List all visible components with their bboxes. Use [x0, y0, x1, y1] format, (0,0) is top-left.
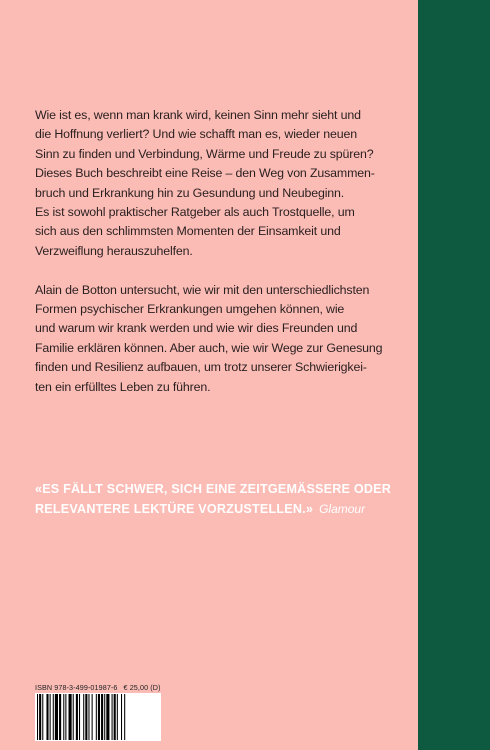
text-line: Wie ist es, wenn man krank wird, keinen Sinn mehr sieht und [35, 108, 361, 122]
barcode-bar [114, 694, 116, 740]
barcode-bar [46, 694, 48, 740]
barcode-bar [73, 694, 74, 740]
blurb-paragraph-2 [35, 281, 383, 397]
barcode-bar [104, 694, 105, 740]
quote-line [35, 500, 405, 520]
blurb-text [35, 106, 383, 397]
barcode-bar [124, 694, 125, 740]
text-line: Dieses Buch beschreibt eine Reise – den Weg von Zusammen- [35, 166, 375, 181]
text-line: Alain de Botton untersucht, wie wir mit den unterschiedlichsten [35, 282, 370, 297]
text-line: bruch und Erkrankung hin zu Gesundung und Neubeginn. [35, 185, 345, 200]
text-line: die Hoffnung verliert? Und wie schafft man es, wieder neuen [35, 127, 357, 142]
isbn-number: ISBN 978-3-499-01987-6 [35, 683, 118, 692]
barcode-bar [79, 694, 80, 740]
barcode-bar [83, 694, 84, 740]
barcode-bar [42, 694, 43, 740]
press-quote [35, 480, 405, 519]
barcode-bar [76, 694, 78, 740]
barcode-bar [69, 694, 72, 740]
barcode-bar [92, 694, 93, 740]
green-spine-band [418, 0, 490, 750]
text-line: ten ein erfülltes Leben zu führen. [35, 379, 211, 394]
barcode-bar [101, 694, 103, 740]
barcode [35, 693, 161, 741]
barcode-bar [50, 694, 51, 740]
barcode-bar [85, 694, 87, 740]
barcode-bar [88, 694, 89, 740]
barcode-bar [53, 694, 54, 740]
text-line: sich aus den schlimmsten Momenten der Einsamkeit und [35, 224, 341, 239]
text-line: Sinn zu finden und Verbindung, Wärme und Freude zu spüren? [35, 146, 374, 161]
quote-line: «ES FÄLLT SCHWER, SICH EINE ZEITGEMÄSSERE ODER [35, 482, 392, 496]
barcode-bar [55, 694, 58, 740]
price: € 25,00 (D) [123, 683, 161, 692]
barcode-bar [117, 694, 118, 740]
quote-line-text: RELEVANTERE LEKTÜRE VORZUSTELLEN.» [35, 501, 314, 516]
barcode-bar [121, 694, 122, 740]
text-line: Formen psychischer Erkrankungen umgehen können, wie [35, 302, 345, 317]
text-line: Es ist sowohl praktischer Ratgeber als auch Trostquelle, um [35, 205, 355, 220]
barcode-bar [96, 694, 97, 740]
text-line: Familie erklären können. Aber auch, wie wir Wege zur Genesung [35, 340, 383, 355]
blurb-paragraph-1 [35, 106, 380, 261]
isbn-price-line [35, 683, 161, 692]
barcode-bar [112, 694, 113, 740]
barcode-bar [39, 694, 41, 740]
barcode-bar [98, 694, 100, 740]
barcode-bar [37, 694, 38, 740]
quote-source: Glamour [319, 501, 366, 516]
barcode-bar [59, 694, 61, 740]
barcode-bar [106, 694, 109, 740]
text-line: Verzweiflung herauszuhelfen. [35, 243, 193, 258]
barcode-bar [65, 694, 66, 740]
barcode-bar [63, 694, 64, 740]
text-line: und warum wir krank werden und wie wir dies Freunden und [35, 321, 358, 336]
text-line: finden und Resilienz aufbauen, um trotz unserer Schwierigkei- [35, 360, 367, 375]
